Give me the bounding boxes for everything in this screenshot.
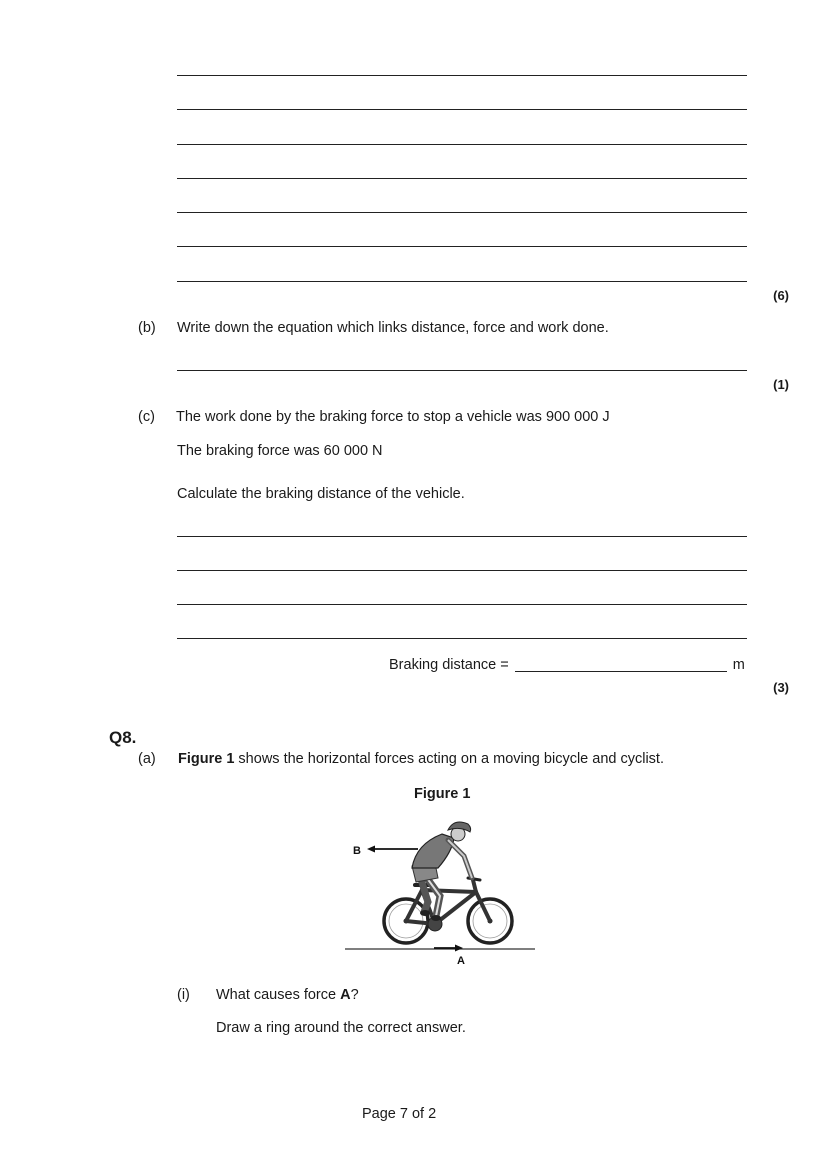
working-line[interactable] <box>177 536 747 537</box>
q8-part-a-text <box>178 751 664 767</box>
working-line[interactable] <box>177 638 747 639</box>
marks-part-a: (6) <box>773 288 789 303</box>
part-b-question: Write down the equation which links distance, force and work done. <box>177 320 609 336</box>
part-c-line-3: Calculate the braking distance of the vehicle. <box>177 486 465 502</box>
rider-arms <box>448 840 472 878</box>
instruction-text: Draw a ring around the correct answer. <box>216 1020 466 1036</box>
rider-shoe <box>431 915 441 921</box>
marks-part-c: (3) <box>773 680 789 695</box>
answer-line[interactable] <box>177 178 747 179</box>
answer-line[interactable] <box>177 212 747 213</box>
sub-question-label: (i) <box>177 987 190 1003</box>
marks-part-b: (1) <box>773 377 789 392</box>
force-a-reference: A <box>340 987 351 1003</box>
force-b-label: B <box>353 845 361 857</box>
answer-line[interactable] <box>177 109 747 110</box>
q8-part-a-label: (a) <box>138 751 156 767</box>
figure-title: Figure 1 <box>414 786 471 802</box>
force-b-arrowhead <box>367 846 375 853</box>
working-line[interactable] <box>177 604 747 605</box>
part-c-line-1: The work done by the braking force to stop a vehicle was 900 000 J <box>176 409 610 425</box>
bicycle-figure <box>340 816 540 968</box>
q8-part-a-body: shows the horizontal forces acting on a moving bicycle and cyclist. <box>234 751 664 767</box>
part-c-line-2: The braking force was 60 000 N <box>177 443 383 459</box>
answer-line[interactable] <box>177 281 747 282</box>
force-a-arrowhead <box>455 945 463 952</box>
sub-question-body: What causes force <box>216 987 341 1003</box>
part-b-label: (b) <box>138 320 156 336</box>
question-mark: ? <box>350 987 359 1003</box>
question-number: Q8. <box>109 728 137 747</box>
sub-question-text <box>216 987 359 1003</box>
part-c-label: (c) <box>138 409 155 425</box>
answer-line[interactable] <box>177 370 747 371</box>
answer-line[interactable] <box>177 144 747 145</box>
working-line[interactable] <box>177 570 747 571</box>
answer-line[interactable] <box>177 246 747 247</box>
braking-distance-label: Braking distance = <box>389 657 509 673</box>
figure-reference: Figure 1 <box>178 751 235 767</box>
braking-distance-answer <box>389 657 745 673</box>
page-number: Page 7 of 2 <box>362 1106 437 1122</box>
unit-label: m <box>732 657 745 673</box>
answer-line[interactable] <box>177 75 747 76</box>
braking-distance-field[interactable] <box>515 657 727 672</box>
force-a-label: A <box>457 955 465 967</box>
